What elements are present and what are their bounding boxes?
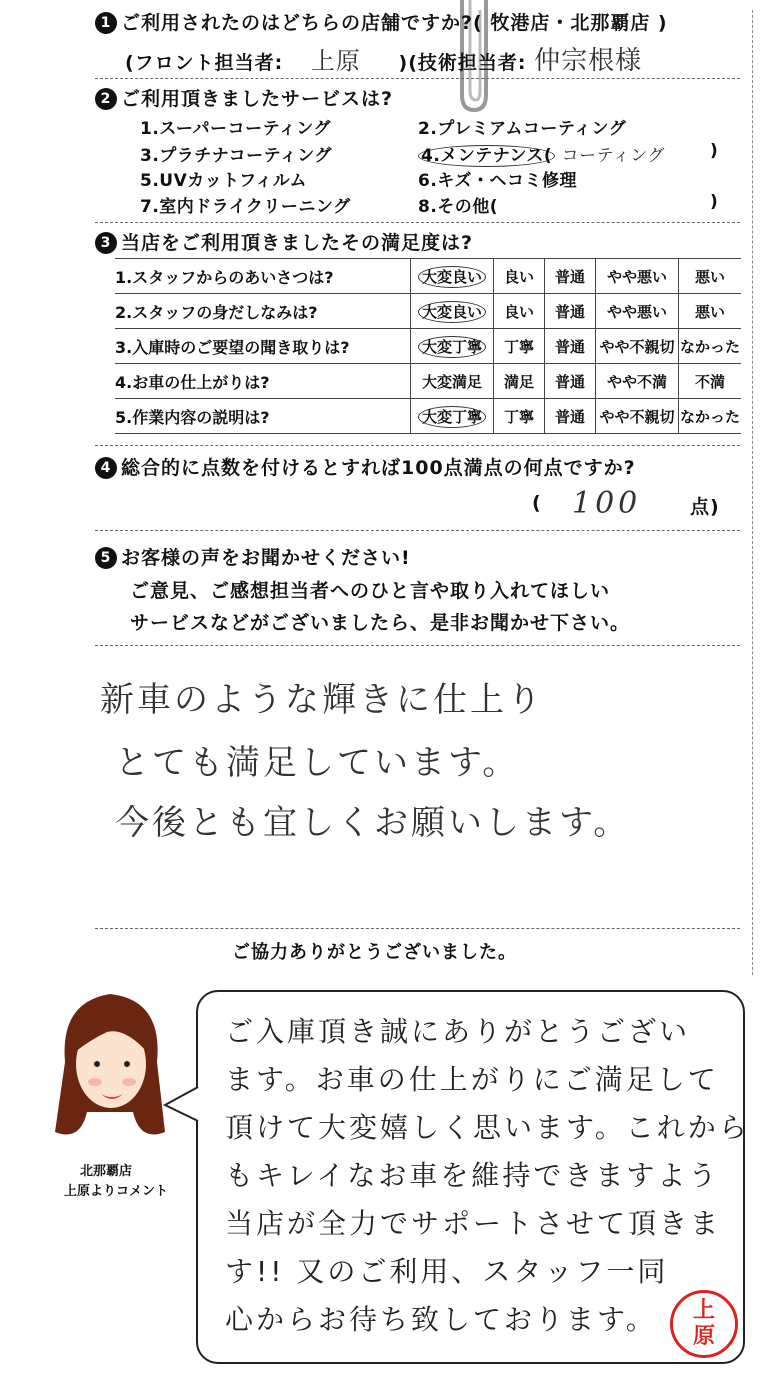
staff-avatar: [45, 982, 175, 1157]
table-row: [115, 259, 741, 294]
paren-close: ): [710, 141, 719, 161]
rating-option: やや不満: [596, 364, 679, 399]
selected-rating: 大変良い: [418, 301, 486, 323]
q2-label: [95, 84, 393, 111]
customer-comment-line: とても満足しています。: [115, 743, 520, 783]
table-row: [115, 329, 741, 364]
q1-number: 1: [95, 12, 117, 34]
rating-option: 悪い: [679, 294, 742, 329]
rating-option: 普通: [545, 329, 596, 364]
q1-label: [95, 8, 668, 35]
tech-staff-value: 仲宗根様: [534, 46, 643, 76]
row-question: 2.スタッフの身だしなみは?: [115, 302, 318, 322]
name-stamp: [670, 1290, 738, 1358]
rating-option: 普通: [545, 294, 596, 329]
table-row: [115, 294, 741, 329]
stamp-text: 上原: [693, 1298, 716, 1349]
q2-number: 2: [95, 88, 117, 110]
reply-line: もキレイなお車を維持できますよう: [225, 1159, 720, 1192]
selected-rating: 大変丁寧: [418, 406, 486, 428]
paren-close: ): [710, 192, 719, 212]
q5-text: お客様の声をお聞かせください!: [121, 547, 411, 569]
staff-comment-label: 上原よりコメント: [64, 1184, 169, 1199]
service-option: 8.その他(: [418, 197, 499, 217]
rating-option: 悪い: [679, 259, 742, 294]
front-staff-label: (フロント担当者:: [125, 52, 284, 74]
service-option: 7.室内ドライクリーニング: [140, 197, 351, 217]
rating-option: 普通: [545, 364, 596, 399]
maintenance-note: コーティング: [561, 146, 665, 166]
rating-option: 満足: [494, 364, 545, 399]
rating-option: なかった: [679, 399, 742, 434]
reply-line: 心からお待ち致しております。: [225, 1303, 657, 1336]
q5-number: 5: [95, 547, 117, 569]
thanks-message: ご協力ありがとうございました。: [232, 942, 517, 963]
customer-comment-line: 今後とも宜しくお願いします。: [115, 803, 631, 843]
table-row: [115, 399, 741, 434]
service-option: 3.プラチナコーティング: [140, 146, 332, 166]
q3-label: [95, 228, 473, 255]
service-option: 5.UVカットフィルム: [140, 171, 308, 191]
bubble-tail: [163, 1085, 199, 1125]
divider-5: [95, 645, 740, 646]
score-open-paren: (: [532, 492, 542, 514]
q5-label: [95, 543, 411, 570]
divider-3: [95, 445, 740, 446]
reply-line: ご入庫頂き誠にありがとうござい: [225, 1015, 691, 1048]
q2-text: ご利用頂きましたサービスは?: [121, 88, 394, 110]
selected-rating: 大変良い: [418, 266, 486, 288]
q4-text: 総合的に点数を付けるとすれば100点満点の何点ですか?: [121, 457, 636, 479]
rating-option: 丁寧: [494, 399, 545, 434]
service-option: 6.キズ・ヘコミ修理: [418, 171, 577, 191]
selected-rating: 大変丁寧: [418, 336, 486, 358]
rating-option: 大変満足: [411, 364, 494, 399]
divider-4: [95, 530, 740, 531]
row-question: 4.お車の仕上がりは?: [115, 372, 270, 392]
table-row: [115, 364, 741, 399]
reply-line: 当店が全力でサポートさせて頂きま: [225, 1207, 722, 1240]
rating-option: やや悪い: [596, 294, 679, 329]
rating-option: 良い: [494, 259, 545, 294]
service-option: 2.プレミアムコーティング: [418, 119, 627, 139]
satisfaction-table: [115, 258, 741, 434]
row-question: 5.作業内容の説明は?: [115, 407, 270, 427]
row-question: 1.スタッフからのあいさつは?: [115, 267, 334, 287]
reply-line: す!! 又のご利用、スタッフ一同: [225, 1255, 669, 1288]
rating-option: やや不親切: [596, 399, 679, 434]
q4-label: [95, 453, 636, 480]
staff-store: 北那覇店: [80, 1164, 133, 1179]
score-unit: 点): [690, 496, 720, 518]
q5-instructions-1: ご意見、ご感想担当者へのひと言や取り入れてほしい: [130, 580, 611, 602]
rating-option: 良い: [494, 294, 545, 329]
rating-option: やや悪い: [596, 259, 679, 294]
divider-2: [95, 222, 740, 223]
rating-option: やや不親切: [596, 329, 679, 364]
rating-option: 普通: [545, 399, 596, 434]
front-staff-value: 上原: [310, 47, 361, 75]
q3-number: 3: [95, 232, 117, 254]
tech-staff-label: )(技術担当者:: [398, 52, 527, 74]
service-option-maintenance: [418, 141, 665, 166]
rating-option: 丁寧: [494, 329, 545, 364]
score-value: 100: [572, 486, 642, 521]
q1-staff-row: [125, 40, 642, 77]
q4-number: 4: [95, 457, 117, 479]
selected-service: 4.メンテナンス(: [418, 145, 555, 167]
rating-option: 普通: [545, 259, 596, 294]
q1-text: ご利用されたのはどちらの店舗ですか?( 牧港店・北那覇店 ): [121, 12, 668, 34]
reply-line: ます。お車の仕上がりにご満足して: [225, 1063, 719, 1096]
service-option: 1.スーパーコーティング: [140, 119, 331, 139]
right-dashed-border: [752, 10, 753, 975]
reply-line: 頂けて大変嬉しく思います。これから: [225, 1111, 750, 1144]
row-question: 3.入庫時のご要望の聞き取りは?: [115, 337, 350, 357]
divider-6: [95, 928, 740, 929]
rating-option: なかった: [679, 329, 742, 364]
rating-option: 不満: [679, 364, 742, 399]
customer-comment-line: 新車のような輝きに仕上り: [100, 680, 544, 720]
divider-1: [95, 78, 740, 79]
q3-text: 当店をご利用頂きましたその満足度は?: [121, 232, 474, 254]
q5-instructions-2: サービスなどがございましたら、是非お聞かせ下さい。: [130, 612, 631, 634]
